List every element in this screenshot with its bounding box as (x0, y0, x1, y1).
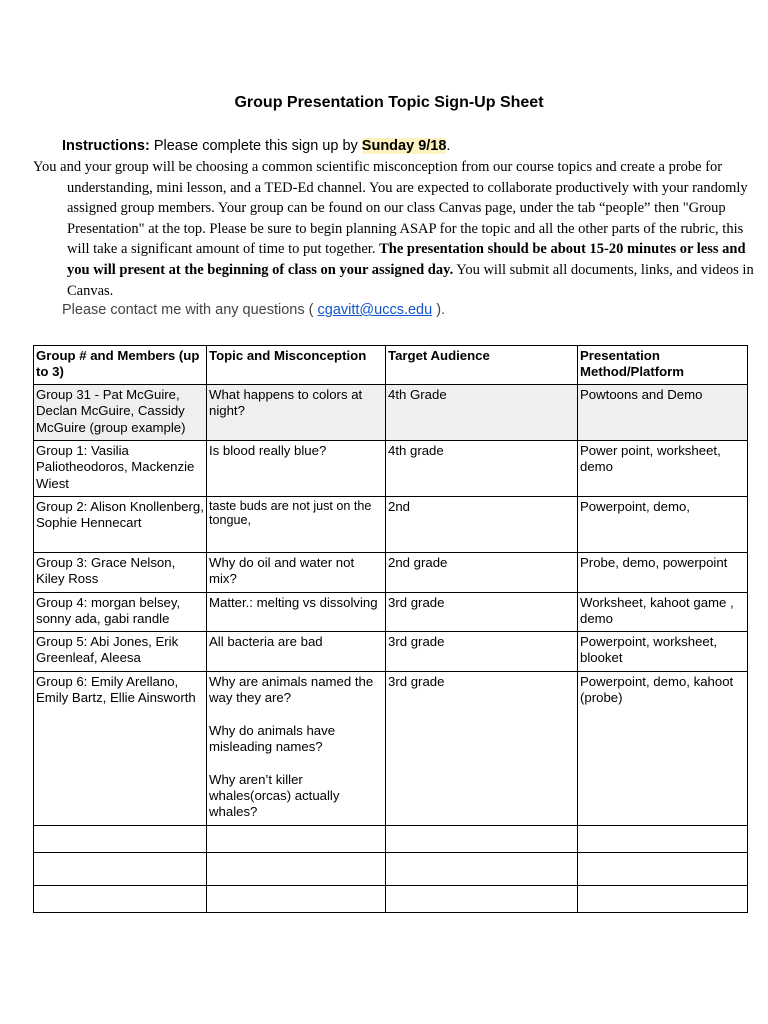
cell-empty[interactable] (386, 826, 578, 853)
paragraph-text-1: You and your group will be choosing a common scientific misconception from our course topics and create a probe for understanding, mini lesson, and a TED-Ed channel. You are expected to collaborate productively with your randomly assigned group members. Your group can be found on our class Canvas page, under the tab “people” then "Group Presentation" at the top. Please be sure to begin planning ASAP for the topic and all the other parts of the rubric, this will take a significant amount of time to put together. (33, 159, 748, 258)
cell-empty[interactable] (578, 826, 748, 853)
cell-group[interactable]: Group 31 - Pat McGuire, Declan McGuire, Cassidy McGuire (group example) (34, 385, 207, 441)
cell-method[interactable]: Powerpoint, demo, (578, 497, 748, 553)
cell-empty[interactable] (34, 886, 207, 913)
instructions-line (62, 137, 742, 155)
cell-empty[interactable] (207, 886, 386, 913)
cell-group[interactable]: Group 3: Grace Nelson, Kiley Ross (34, 553, 207, 593)
cell-method[interactable]: Power point, worksheet, demo (578, 441, 748, 497)
cell-method[interactable]: Powerpoint, demo, kahoot (probe) (578, 672, 748, 826)
cell-empty[interactable] (207, 853, 386, 886)
cell-topic[interactable]: Is blood really blue? (207, 441, 386, 497)
cell-audience[interactable]: 3rd grade (386, 632, 578, 672)
table-row (34, 497, 748, 553)
topic-question-2: Why do animals have misleading names? (209, 722, 336, 755)
contact-text-end: ). (436, 302, 446, 318)
empty-row (34, 826, 748, 853)
page-title: Group Presentation Topic Sign-Up Sheet (234, 94, 544, 111)
cell-audience[interactable]: 3rd grade (386, 593, 578, 632)
table-header-row (34, 346, 748, 385)
cell-empty[interactable] (578, 853, 748, 886)
instructions-label: Instructions: (62, 138, 150, 154)
table-row-example (34, 385, 748, 441)
cell-empty[interactable] (34, 826, 207, 853)
cell-topic-multi[interactable] (207, 672, 386, 826)
table-row (34, 632, 748, 672)
cell-audience[interactable]: 4th grade (386, 441, 578, 497)
empty-row (34, 886, 748, 913)
cell-method[interactable]: Powerpoint, worksheet, blooket (578, 632, 748, 672)
cell-empty[interactable] (386, 853, 578, 886)
cell-audience[interactable]: 4th Grade (386, 385, 578, 441)
empty-row (34, 853, 748, 886)
signup-table (33, 345, 748, 913)
contact-text: Please contact me with any questions ( (62, 302, 314, 318)
paragraph-text-2: You will submit all documents, links, and videos in Canvas. (67, 261, 754, 299)
deadline-highlight: Sunday 9/18 (361, 138, 447, 154)
instructions-paragraph (33, 157, 757, 301)
cell-empty[interactable] (207, 826, 386, 853)
table-row (34, 441, 748, 497)
table-row (34, 553, 748, 593)
cell-audience[interactable]: 3rd grade (386, 672, 578, 826)
cell-method[interactable]: Powtoons and Demo (578, 385, 748, 441)
topic-question-1: Why are animals named the way they are? (209, 674, 374, 706)
instructions-end: . (446, 138, 451, 154)
header-method: Presentation Method/Platform (578, 346, 748, 385)
cell-topic[interactable]: All bacteria are bad (207, 632, 386, 672)
table-row (34, 672, 748, 826)
cell-group[interactable]: Group 4: morgan belsey, sonny ada, gabi randle (34, 593, 207, 632)
header-topic: Topic and Misconception (207, 346, 386, 385)
cell-method[interactable]: Probe, demo, powerpoint (578, 553, 748, 593)
cell-topic[interactable]: taste buds are not just on the tongue, (207, 497, 386, 553)
instructions-text: Please complete this sign up by (153, 138, 358, 154)
paragraph-bold: The presentation should be about 15-20 minutes or less and you will present at the beginning of class on your assigned day. (67, 241, 746, 278)
cell-audience[interactable]: 2nd grade (386, 553, 578, 593)
contact-line (62, 300, 742, 320)
email-link[interactable]: cgavitt@uccs.edu (317, 302, 433, 318)
cell-topic[interactable]: Matter.: melting vs dissolving (207, 593, 386, 632)
cell-topic[interactable]: What happens to colors at night? (207, 385, 386, 441)
cell-method[interactable]: Worksheet, kahoot game , demo (578, 593, 748, 632)
cell-group[interactable]: Group 6: Emily Arellano, Emily Bartz, Ellie Ainsworth (34, 672, 207, 826)
cell-audience[interactable]: 2nd (386, 497, 578, 553)
topic-question-3: Why aren’t killer whales(orcas) actually whales? (209, 771, 340, 820)
cell-group[interactable]: Group 1: Vasilia Paliotheodoros, Mackenzie Wiest (34, 441, 207, 497)
cell-empty[interactable] (34, 853, 207, 886)
cell-topic[interactable]: Why do oil and water not mix? (207, 553, 386, 593)
header-audience: Target Audience (386, 346, 578, 385)
cell-group[interactable]: Group 2: Alison Knollenberg, Sophie Hennecart (34, 497, 207, 553)
cell-empty[interactable] (578, 886, 748, 913)
table-row (34, 593, 748, 632)
cell-group[interactable]: Group 5: Abi Jones, Erik Greenleaf, Aleesa (34, 632, 207, 672)
cell-empty[interactable] (386, 886, 578, 913)
header-group-members: Group # and Members (up to 3) (34, 346, 207, 385)
